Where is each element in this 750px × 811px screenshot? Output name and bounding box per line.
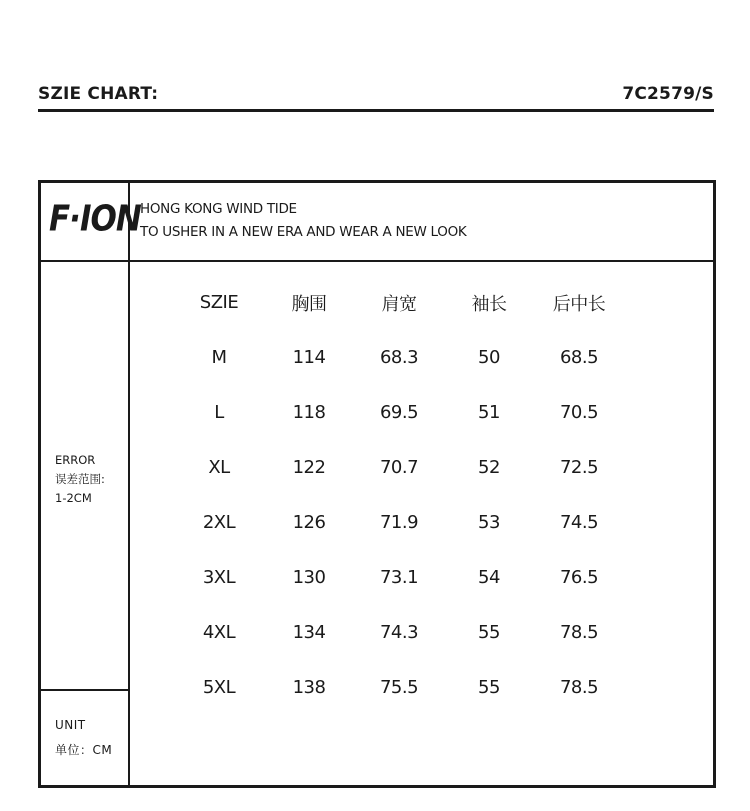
error-label-cn: 误差范围:: [55, 472, 105, 486]
column-header-shoulder: 肩宽: [381, 293, 417, 315]
brand-logo: F·ION: [49, 198, 141, 240]
slogan-line-2: TO USHER IN A NEW ERA AND WEAR A NEW LOOK: [140, 224, 467, 240]
cell-shoulder: 74.3: [379, 622, 419, 643]
cell-size: L: [214, 402, 224, 423]
chart-title: SZIE CHART:: [38, 84, 159, 104]
cell-sleeve: 50: [478, 347, 500, 368]
cell-chest: 126: [292, 512, 326, 533]
cell-chest: 134: [292, 622, 326, 643]
error-label: ERROR: [55, 453, 96, 467]
table-row: [174, 385, 624, 440]
error-note: [55, 451, 105, 508]
cell-chest: 130: [292, 567, 326, 588]
unit-label: UNIT: [55, 718, 86, 732]
column-header-chest: 胸围: [291, 293, 327, 315]
cell-length: 78.5: [559, 677, 599, 698]
cell-sleeve: 52: [478, 457, 500, 478]
cell-sleeve: 55: [478, 622, 500, 643]
slogan-line-1: HONG KONG WIND TIDE: [140, 201, 297, 217]
cell-chest: 138: [292, 677, 326, 698]
header-divider: [41, 260, 713, 262]
cell-length: 76.5: [559, 567, 599, 588]
column-header-size: SZIE: [199, 292, 239, 313]
cell-size: 2XL: [202, 512, 236, 533]
cell-length: 78.5: [559, 622, 599, 643]
cell-size: 5XL: [202, 677, 236, 698]
table-row: [174, 495, 624, 550]
cell-size: XL: [208, 457, 230, 478]
cell-length: 68.5: [559, 347, 599, 368]
product-code: 7C2579/S: [622, 84, 714, 104]
cell-sleeve: 55: [478, 677, 500, 698]
vertical-divider: [128, 183, 130, 785]
size-table: [174, 275, 624, 715]
cell-shoulder: 73.1: [379, 567, 419, 588]
unit-divider: [41, 689, 129, 691]
cell-shoulder: 70.7: [379, 457, 419, 478]
column-header-sleeve: 袖长: [471, 293, 507, 315]
cell-shoulder: 68.3: [379, 347, 419, 368]
table-row: [174, 440, 624, 495]
cell-chest: 118: [292, 402, 326, 423]
cell-shoulder: 71.9: [379, 512, 419, 533]
table-row: [174, 605, 624, 660]
cell-length: 72.5: [559, 457, 599, 478]
unit-label-cn: 单位：CM: [55, 743, 113, 757]
chart-header: [38, 84, 714, 110]
cell-length: 74.5: [559, 512, 599, 533]
cell-length: 70.5: [559, 402, 599, 423]
table-row: [174, 660, 624, 715]
cell-size: M: [211, 347, 227, 368]
table-row: [174, 330, 624, 385]
brand-slogan: [140, 198, 466, 244]
table-header-row: [174, 275, 624, 330]
header-rule: [38, 109, 714, 112]
cell-shoulder: 75.5: [379, 677, 419, 698]
error-range: 1-2CM: [55, 491, 92, 505]
cell-chest: 114: [292, 347, 326, 368]
size-chart-frame: [38, 180, 716, 788]
cell-sleeve: 51: [478, 402, 500, 423]
cell-sleeve: 54: [478, 567, 500, 588]
cell-chest: 122: [292, 457, 326, 478]
cell-size: 4XL: [202, 622, 236, 643]
unit-note: [55, 713, 112, 763]
table-row: [174, 550, 624, 605]
cell-sleeve: 53: [478, 512, 500, 533]
cell-shoulder: 69.5: [379, 402, 419, 423]
column-header-length: 后中长: [552, 293, 606, 315]
cell-size: 3XL: [202, 567, 236, 588]
